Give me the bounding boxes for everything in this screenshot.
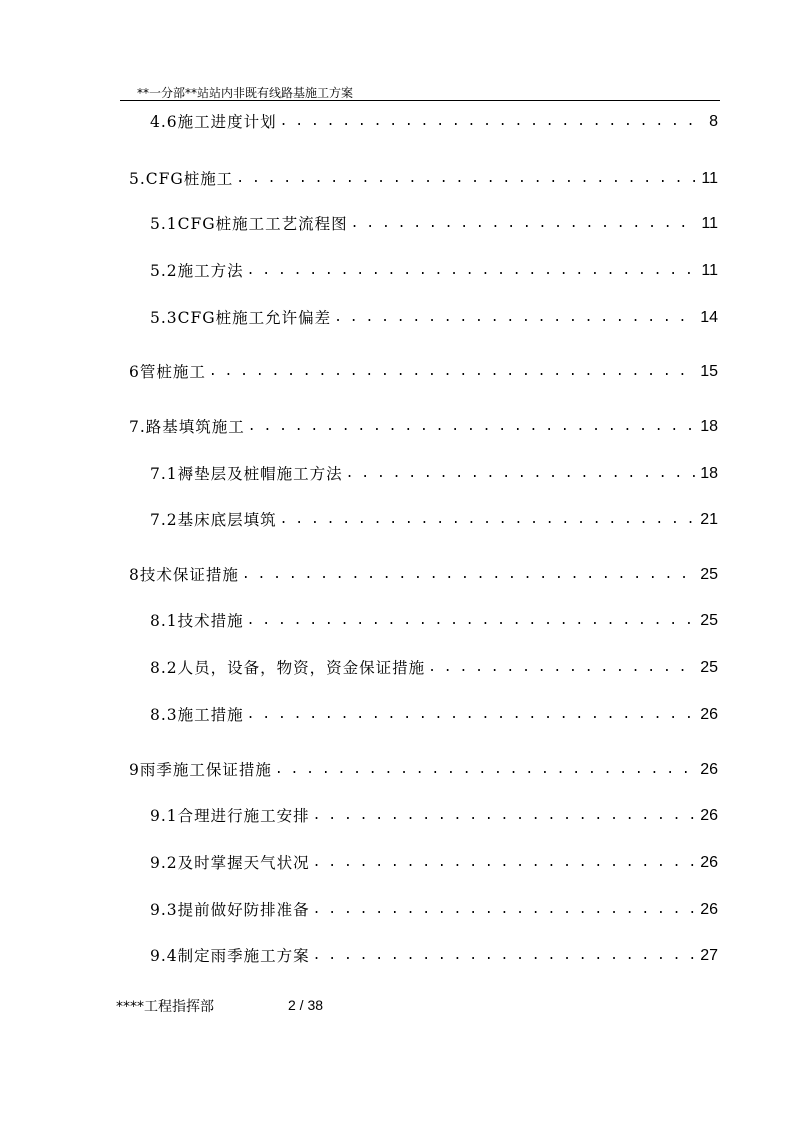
toc-entry-title: 5.CFG桩施工 xyxy=(129,170,234,188)
toc-entry[interactable] xyxy=(129,358,718,382)
toc-entry-page: 15 xyxy=(700,363,718,380)
toc-entry[interactable] xyxy=(129,756,718,780)
toc-entry-title: 9.2及时掌握天气状况 xyxy=(150,854,310,872)
toc-entry-title: 9.1合理进行施工安排 xyxy=(150,807,310,825)
toc-entry[interactable] xyxy=(150,460,718,484)
toc-dot-leader xyxy=(247,705,698,725)
toc-entry-title: 6管桩施工 xyxy=(129,363,206,381)
toc-dot-leader xyxy=(209,362,697,382)
toc-entry[interactable] xyxy=(129,165,718,189)
toc-entry-page: 18 xyxy=(700,418,718,435)
toc-entry-title: 8.2人员，设备，物资，资金保证措施 xyxy=(150,659,426,677)
toc-entry[interactable] xyxy=(150,506,718,530)
toc-dot-leader xyxy=(280,112,703,132)
document-title: **一分部**站站内非既有线路基施工方案 xyxy=(137,86,354,100)
toc-entry-page: 26 xyxy=(700,854,718,871)
header-divider xyxy=(120,100,720,101)
toc-entry-title: 5.3CFG桩施工允许偏差 xyxy=(150,309,332,327)
toc-dot-leader xyxy=(248,417,697,437)
toc-entry[interactable] xyxy=(150,257,718,281)
toc-entry-title: 7.1褥垫层及桩帽施工方法 xyxy=(150,465,343,483)
toc-dot-leader xyxy=(280,510,698,530)
toc-dot-leader xyxy=(275,760,697,780)
toc-entry-title: 9雨季施工保证措施 xyxy=(129,761,272,779)
toc-entry-title: 8技术保证措施 xyxy=(129,566,239,584)
footer-organization: ****工程指挥部 xyxy=(116,999,214,1015)
toc-entry-page: 11 xyxy=(701,170,718,187)
toc-entry-page: 8 xyxy=(709,113,718,130)
toc-dot-leader xyxy=(346,464,698,484)
toc-entry-page: 11 xyxy=(701,262,718,279)
toc-entry[interactable] xyxy=(150,701,718,725)
toc-dot-leader xyxy=(236,169,698,189)
toc-dot-leader xyxy=(334,308,697,328)
toc-entry-page: 14 xyxy=(700,309,718,326)
toc-dot-leader xyxy=(428,658,697,678)
toc-entry[interactable] xyxy=(150,942,718,966)
toc-entry[interactable] xyxy=(150,654,718,678)
toc-dot-leader xyxy=(313,900,698,920)
toc-entry-title: 9.3提前做好防排准备 xyxy=(150,901,310,919)
toc-entry[interactable] xyxy=(150,802,718,826)
toc-entry[interactable] xyxy=(129,561,718,585)
toc-entry-page: 25 xyxy=(700,566,718,583)
footer-page-number: 2 / 38 xyxy=(288,997,324,1013)
toc-dot-leader xyxy=(313,853,698,873)
toc-entry-page: 26 xyxy=(700,807,718,824)
toc-entry-page: 27 xyxy=(700,947,718,964)
toc-entry[interactable] xyxy=(150,607,718,631)
toc-entry[interactable] xyxy=(150,896,718,920)
toc-entry-page: 26 xyxy=(700,901,718,918)
toc-dot-leader xyxy=(247,611,698,631)
toc-entry-title: 5.2施工方法 xyxy=(150,262,244,280)
toc-entry-page: 25 xyxy=(700,659,718,676)
toc-entry-page: 21 xyxy=(700,511,718,528)
toc-dot-leader xyxy=(351,214,699,234)
toc-entry[interactable] xyxy=(129,413,718,437)
toc-dot-leader xyxy=(242,565,697,585)
toc-entry-page: 26 xyxy=(700,706,718,723)
toc-entry-page: 25 xyxy=(700,612,718,629)
toc-entry-page: 26 xyxy=(700,761,718,778)
toc-entry[interactable] xyxy=(150,304,718,328)
toc-entry[interactable] xyxy=(150,210,718,234)
toc-dot-leader xyxy=(247,261,699,281)
toc-entry[interactable] xyxy=(150,108,718,132)
toc-entry-page: 11 xyxy=(701,215,718,232)
toc-entry[interactable] xyxy=(150,849,718,873)
toc-entry-title: 7.路基填筑施工 xyxy=(129,418,245,436)
toc-entry-title: 4.6施工进度计划 xyxy=(150,113,277,131)
toc-entry-page: 18 xyxy=(700,465,718,482)
toc-dot-leader xyxy=(313,946,698,966)
toc-entry-title: 8.1技术措施 xyxy=(150,612,244,630)
toc-entry-title: 5.1CFG桩施工工艺流程图 xyxy=(150,215,348,233)
toc-dot-leader xyxy=(313,806,698,826)
toc-entry-title: 8.3施工措施 xyxy=(150,706,244,724)
toc-entry-title: 7.2基床底层填筑 xyxy=(150,511,277,529)
toc-entry-title: 9.4制定雨季施工方案 xyxy=(150,947,310,965)
